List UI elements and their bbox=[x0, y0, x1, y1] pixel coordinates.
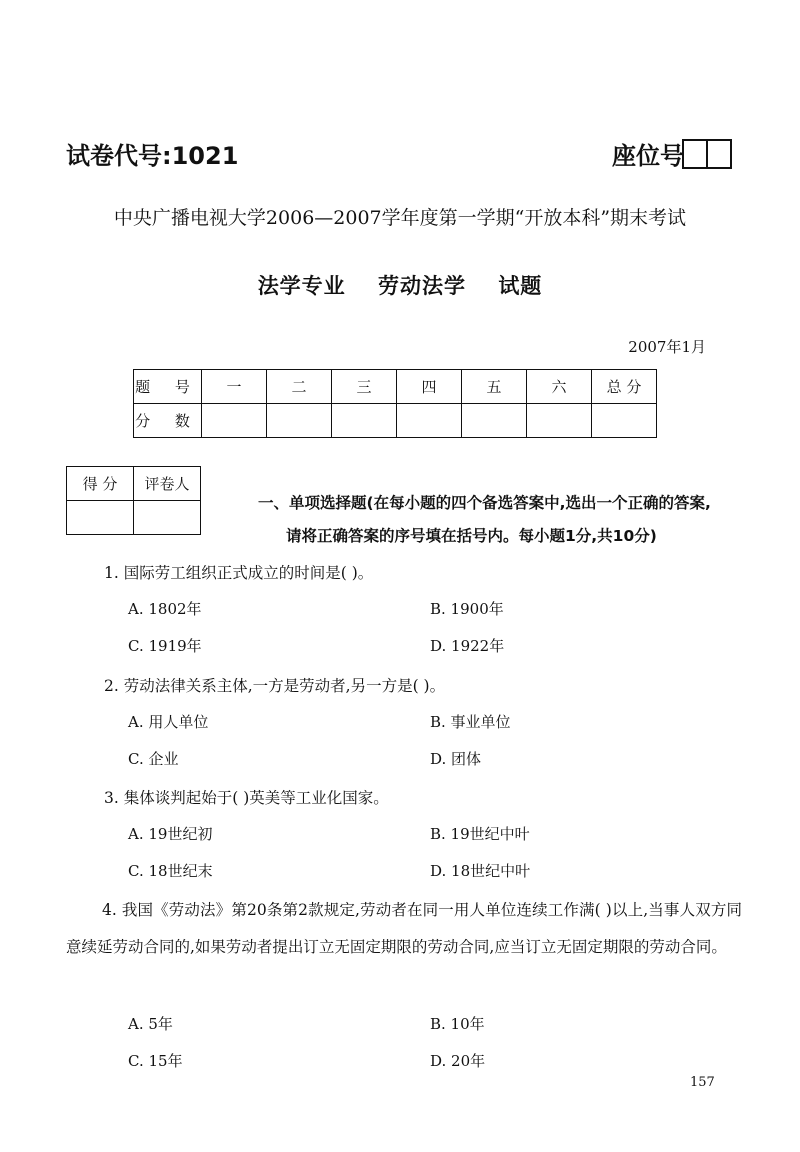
question-3-option-a: A. 19世纪初 bbox=[128, 825, 213, 843]
question-3-option-c: C. 18世纪末 bbox=[128, 862, 213, 880]
score-blank-cell[interactable] bbox=[267, 404, 332, 438]
question-2-option-b: B. 事业单位 bbox=[430, 713, 511, 731]
question-2-option-a: A. 用人单位 bbox=[128, 713, 209, 731]
score-table-header-row bbox=[134, 370, 657, 404]
grader-name-label: 评卷人 bbox=[134, 467, 201, 501]
score-table-cell: 一 bbox=[202, 370, 267, 404]
seat-box-2 bbox=[706, 139, 732, 169]
seat-box-1 bbox=[682, 139, 708, 169]
score-table bbox=[133, 369, 657, 438]
score-table-cell: 总 分 bbox=[592, 370, 657, 404]
score-blank-cell[interactable] bbox=[592, 404, 657, 438]
question-4-option-a: A. 5年 bbox=[128, 1015, 173, 1033]
question-2-option-c: C. 企业 bbox=[128, 750, 179, 768]
question-4-stem: 4. 我国《劳动法》第20条第2款规定,劳动者在同一用人单位连续工作满( )以上,当事人双方同意续延劳动合同的,如果劳动者提出订立无固定期限的劳动合同,应当订立无固定期限的劳动合同。 bbox=[66, 901, 742, 956]
question-1-option-d: D. 1922年 bbox=[430, 637, 505, 655]
seat-number-field bbox=[612, 136, 732, 171]
score-table-cell: 六 bbox=[527, 370, 592, 404]
question-3-option-d: D. 18世纪中叶 bbox=[430, 862, 531, 880]
grader-name-blank[interactable] bbox=[134, 501, 201, 535]
question-1-stem: 1. 国际劳工组织正式成立的时间是( )。 bbox=[104, 564, 374, 582]
paper-title bbox=[0, 270, 800, 300]
question-4-option-d: D. 20年 bbox=[430, 1052, 486, 1070]
question-1-option-b: B. 1900年 bbox=[430, 600, 504, 618]
score-blank-cell[interactable] bbox=[332, 404, 397, 438]
section-heading-line-1: 一、单项选择题(在每小题的四个备选答案中,选出一个正确的答案, bbox=[258, 494, 711, 512]
exam-title: 中央广播电视大学2006—2007学年度第一学期“开放本科”期末考试 bbox=[113, 207, 687, 229]
seat-label: 座位号 bbox=[612, 142, 684, 170]
question-2-option-d: D. 团体 bbox=[430, 750, 482, 768]
page-number: 157 bbox=[690, 1075, 715, 1090]
question-4-option-b: B. 10年 bbox=[430, 1015, 485, 1033]
score-table-cell: 题 号 bbox=[134, 370, 202, 404]
grader-score-blank[interactable] bbox=[67, 501, 134, 535]
score-table-score-row bbox=[134, 404, 657, 438]
question-3-option-b: B. 19世纪中叶 bbox=[430, 825, 530, 843]
score-blank-cell[interactable] bbox=[397, 404, 462, 438]
question-1-option-c: C. 1919年 bbox=[128, 637, 202, 655]
score-row-label: 分 数 bbox=[134, 404, 202, 438]
grader-table bbox=[66, 466, 201, 535]
paper-title-course: 劳动法学 bbox=[378, 274, 466, 298]
score-table-cell: 四 bbox=[397, 370, 462, 404]
question-4-option-c: C. 15年 bbox=[128, 1052, 183, 1070]
question-1-option-a: A. 1802年 bbox=[128, 600, 202, 618]
paper-title-major: 法学专业 bbox=[257, 274, 346, 298]
question-3-stem: 3. 集体谈判起始于( )英美等工业化国家。 bbox=[104, 789, 389, 807]
score-table-cell: 三 bbox=[332, 370, 397, 404]
paper-title-type: 试题 bbox=[498, 274, 543, 298]
score-blank-cell[interactable] bbox=[527, 404, 592, 438]
exam-date: 2007年1月 bbox=[628, 338, 706, 356]
grader-score-label: 得 分 bbox=[67, 467, 134, 501]
score-table-cell: 二 bbox=[267, 370, 332, 404]
score-blank-cell[interactable] bbox=[202, 404, 267, 438]
paper-code: 试卷代号:1021 bbox=[66, 142, 239, 170]
question-2-stem: 2. 劳动法律关系主体,一方是劳动者,另一方是( )。 bbox=[104, 677, 446, 695]
section-heading-line-2: 请将正确答案的序号填在括号内。每小题1分,共10分) bbox=[286, 527, 657, 545]
score-blank-cell[interactable] bbox=[462, 404, 527, 438]
score-table-cell: 五 bbox=[462, 370, 527, 404]
